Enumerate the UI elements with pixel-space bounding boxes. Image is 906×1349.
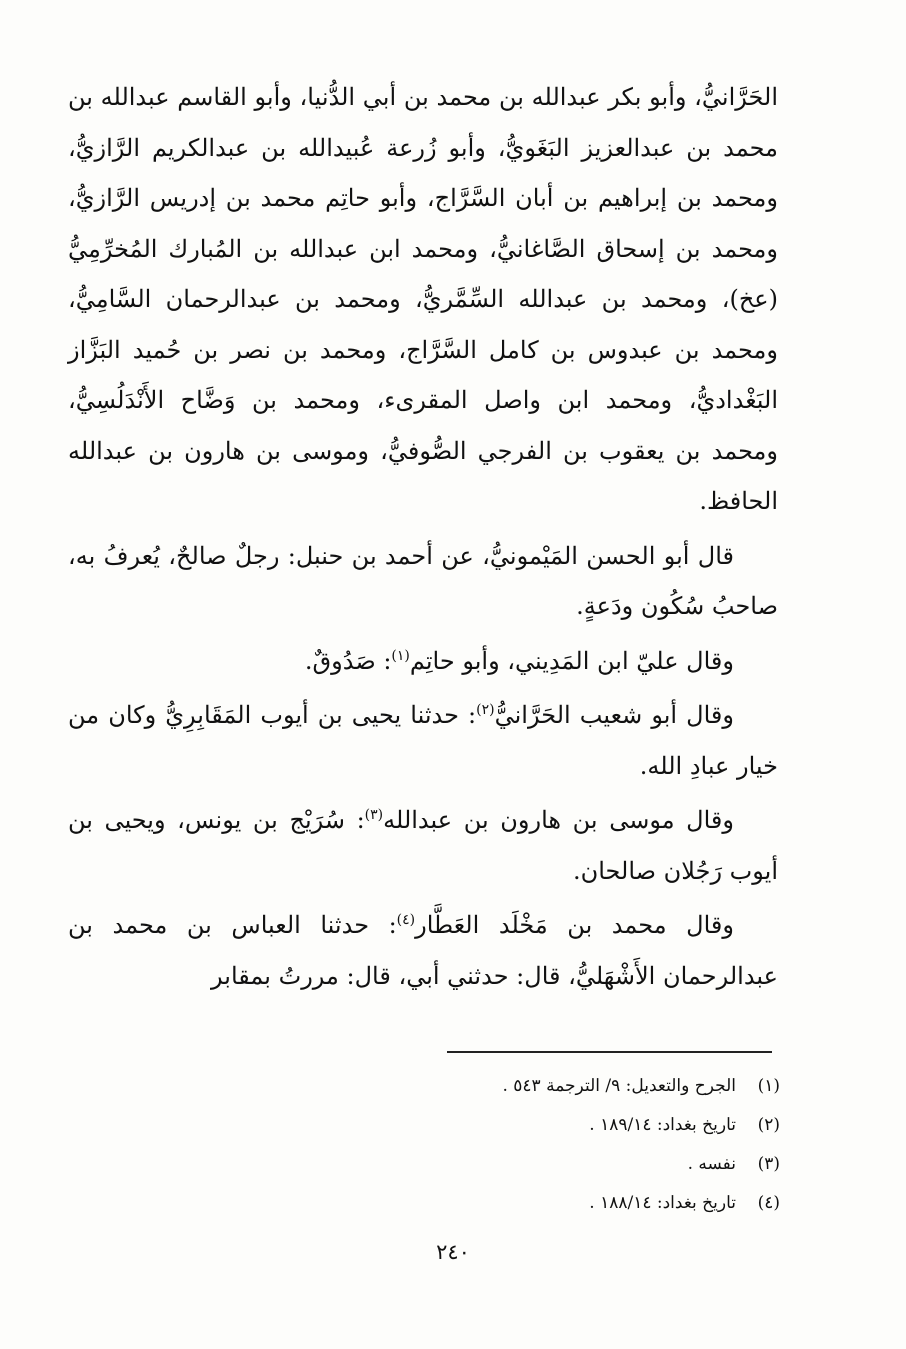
footnote-divider: [447, 1051, 772, 1053]
footnote-text: تاريخ بغداد: ١٨٩/١٤ .: [589, 1115, 736, 1135]
paragraph-text: وقال موسى بن هارون بن عبدالله: [383, 806, 734, 834]
footnote-item: [360, 1145, 780, 1184]
paragraph-musa: [68, 795, 778, 896]
footnote-marker: (٢): [476, 702, 495, 718]
footnote-number: (١): [757, 1076, 780, 1096]
footnote-item: [360, 1067, 780, 1106]
paragraph-harrani: [68, 690, 778, 791]
paragraph-madini: [68, 636, 778, 687]
paragraph-text: : صَدُوقٌ.: [304, 646, 392, 675]
main-text: [68, 72, 778, 1001]
footnote-marker: (٤): [396, 912, 416, 928]
footnote-number: (٢): [757, 1115, 780, 1135]
paragraph-text: وقال محمد بن مَخْلَد العَطَّار: [415, 911, 734, 939]
paragraph-text: وقال أبو شعيب الحَرَّانيُّ: [494, 701, 734, 729]
narrators-list: الحَرَّانيُّ، وأبو بكر عبدالله بن محمد بن أبي الدُّنيا، وأبو القاسم عبدالله بن محمد بن عبدالعزيز البَغَويُّ، وأبو زُرعة عُبيدالله بن عبدالكريم الرَّازيُّ، ومحمد بن إبراهيم بن أبان السَّرَّاج، وأبو حاتِم محمد بن إدريس الرَّازيُّ، ومحمد بن إسحاق الصَّاغانيُّ، ومحمد ابن عبدالله بن المُبارك المُخرِّمِيُّ (عخ)، ومحمد بن عبدالله السِّمَّريُّ، ومحمد بن عبدالرحمان السَّامِيُّ، ومحمد بن عبدوس بن كامل السَّرَّاج، ومحمد بن نصر بن حُميد البَزَّاز البَغْداديُّ، ومحمد ابن واصل المقرىء، ومحمد بن وَضَّاح الأَنْدَلُسِيُّ، ومحمد بن يعقوب بن الفرجي الصُّوفيُّ، وموسى بن هارون بن عبدالله الحافظ.: [68, 83, 779, 515]
footnotes: [360, 1067, 780, 1223]
footnote-marker: (١): [391, 647, 410, 664]
paragraph-makhlad: [68, 900, 778, 1001]
footnote-number: (٣): [757, 1154, 780, 1174]
paragraph-text: : حدثنا يحيى بن أيوب المَقَابِرِيُّ وكان من خيار عبادِ الله.: [68, 701, 778, 780]
footnote-item: [360, 1184, 780, 1223]
footnote-item: [360, 1106, 780, 1145]
footnote-text: تاريخ بغداد: ١٨٨/١٤ .: [589, 1193, 736, 1213]
footnote-marker: (٣): [364, 807, 384, 823]
footnote-text: الجرح والتعديل: ٩/ الترجمة ٥٤٣ .: [502, 1076, 736, 1096]
footnote-number: (٤): [757, 1193, 780, 1213]
paragraph-maymuni: قال أبو الحسن المَيْمونيُّ، عن أحمد بن حنبل: رجلٌ صالحٌ، يُعرفُ به، صاحبُ سُكُون ودَعةٍ.: [68, 541, 778, 620]
footnote-text: نفسه .: [687, 1154, 736, 1174]
paragraph-text: وقال عليّ ابن المَدِيني، وأبو حاتِم: [409, 646, 734, 675]
paragraph-text: : سُرَيْج بن يونس، ويحيى بن أيوب رَجُلان صالحان.: [68, 806, 778, 885]
page-number: ٢٤٠: [436, 1240, 470, 1264]
paragraph-text: : حدثنا العباس بن محمد بن عبدالرحمان الأَشْهَليُّ، قال: حدثني أبي، قال: مررتُ بمقابر: [68, 911, 778, 990]
